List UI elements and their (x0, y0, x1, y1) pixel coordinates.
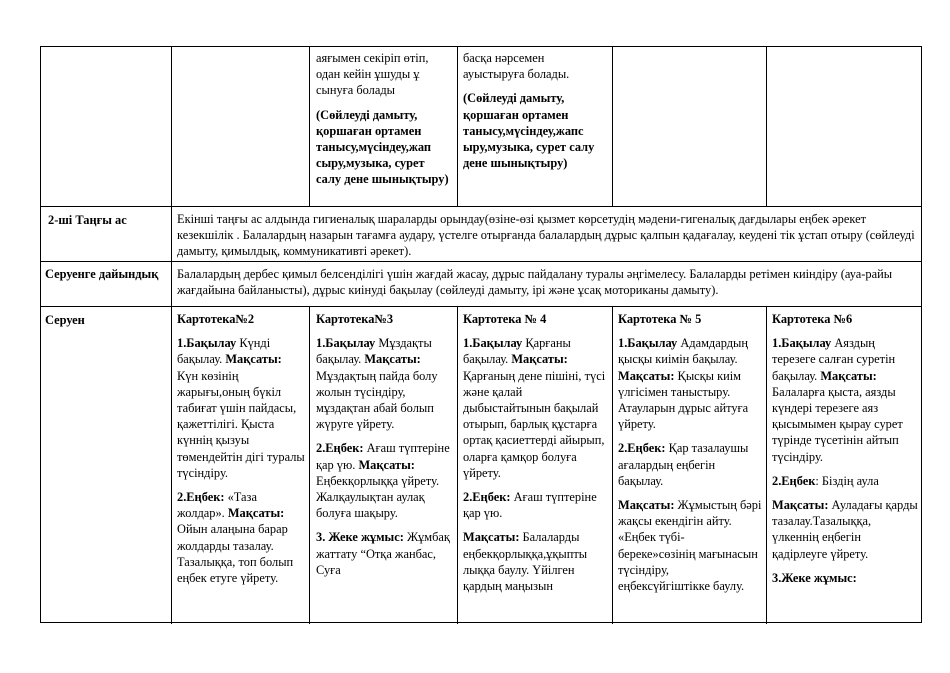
card-paragraph: 3.Жеке жұмыс: (772, 570, 857, 585)
card-paragraph: 2.Еңбек: Ағаш түптеріне қар үю. (463, 490, 597, 521)
card-paragraph: 2.Еңбек: Біздің аула (772, 473, 879, 488)
row3-text: Балалардың дербес қимыл белсенділігі үшін жағдай жасау, дұрыс пайдалану туралы әңгімелесу. Балаларды ретімен киіндіру (ауа-райы жағдайына байланысты), дұрыс киінуді бақылау (сөйлеуді дамыту, ірі және ұсақ моториканы дамыту). (177, 267, 893, 298)
row1-col3-text: аяғымен секіріп өтіп, одан кейін ұшуды ұ сынуға болады (316, 51, 429, 98)
table-row (40, 306, 922, 624)
row-label-walk: Серуен (45, 313, 85, 327)
card-paragraph: 2.Еңбек: «Таза жолдар». Мақсаты: Ойын алаңына барар жолдарды тазалау. Тазалыққа, топ болып еңбек етуге үйрету. (177, 490, 294, 586)
row1-col3-cell (316, 50, 451, 205)
card-4 (463, 311, 608, 622)
card-6 (772, 311, 918, 622)
card-paragraph: Мақсаты: Ауладағы қарды тазалау.Тазалыққа, үлкеннің еңбегін қадірлеуге үйрету. (772, 498, 918, 561)
row1-col3-note: (Сөйлеуді дамыту, қоршаған ортамен танысу,мүсіндеу,жап сыру,музыка, сурет салу дене шынықтыру) (316, 107, 449, 187)
card-paragraph: 1.Бақылау Аяздың терезеге салған суретін бақылау. Мақсаты: Балаларға қыста, аязды күндері терезеге аяз қысымымен қырау сурет түрінде түсетінін айтып түсіндіру. (772, 336, 903, 464)
row1-col4-cell (463, 50, 607, 205)
row-label-second-breakfast: 2-ші Таңғы ас (48, 213, 127, 227)
card-title: Картотека №6 (772, 312, 853, 326)
table-row (40, 46, 922, 207)
card-title: Картотека № 5 (618, 312, 702, 326)
card-paragraph: 2.Еңбек: Ағаш түптеріне қар үю. Мақсаты: Еңбекқорлыққа үйрету. Жалқаулықтан аулақ болуға шақыру. (316, 441, 450, 521)
card-paragraph: 2.Еңбек: Қар тазалаушы ағалардың еңбегін бақылау. (618, 441, 749, 488)
card-title: Картотека № 4 (463, 312, 547, 326)
plan-table (40, 46, 922, 623)
row1-col4-text: басқа нәрсемен ауыстыруға болады. (463, 51, 570, 82)
row1-col4-note: (Сөйлеуді дамыту, қоршаған ортамен танысу,мүсіндеу,жапс ыру,музыка, сурет салу дене шынықтыру) (463, 91, 595, 171)
card-title: Картотека№3 (316, 312, 394, 326)
card-paragraph: Мақсаты: Жұмыстың бәрі жақсы екендігін айту. «Еңбек түбі-береке»сөзінің мағынасын түсіндіру, еңбексүйгіштікке баулу. (618, 498, 762, 594)
card-paragraph: 1.Бақылау Қарғаны бақылау. Мақсаты: Қарғаның дене пішіні, түсі және қалай дыбыстайтынын бақылай отырып, барлық құстарға ортақ қасиеттерді айырып, оларға қамқор болуға үйрету. (463, 336, 606, 480)
card-3 (316, 311, 453, 622)
card-paragraph: 1.Бақылау Адамдардың қысқы киімін бақылау. Мақсаты: Қысқы киім үлгісімен таныстыру. Атауларын дұрыс айтуға үйрету. (618, 336, 749, 432)
table-row (40, 206, 922, 262)
card-paragraph: 3. Жеке жұмыс: Жұмбақ жаттату “Отқа жанбас, Суға (316, 530, 450, 577)
row-label-walk-preparation: Серуенге дайындық (45, 267, 159, 281)
card-paragraph: Мақсаты: Балаларды еңбекқорлыққа,ұқыпты лыққа баулу. Үйілген қардың маңызын (463, 530, 588, 594)
card-2 (177, 311, 305, 622)
table-row (40, 261, 922, 307)
card-title: Картотека№2 (177, 312, 255, 326)
card-5 (618, 311, 762, 622)
card-paragraph: 1.Бақылау Мұздақты бақылау. Мақсаты: Мұздақтың пайда болу жолын түсіндіру, мұздақтан абай болып жүруге үйрету. (316, 336, 438, 432)
row2-text: Екінші таңғы ас алдында гигиеналық шараларды орындау(өзіне-өзі қызмет көрсетудің мәдени-гигеналық дағдылары еңбек әрекет кезекшілік . Балалардың назарын тағамға аудару, үстелге отырғанда балалардың дұрыс қалпын қадағалау, кеудені тік ұстап отыру (сөйлеуді дамыту, қимылдық, коммуникативті әрекет). (177, 212, 915, 259)
card-paragraph: 1.Бақылау Күнді бақылау. Мақсаты: Күн көзінің жарығы,оның бүкіл табиғат үшін пайдасы, қажеттілігі. Қыста күннің қызуы төмендейтін дігі туралы түсіндіру. (177, 336, 305, 480)
